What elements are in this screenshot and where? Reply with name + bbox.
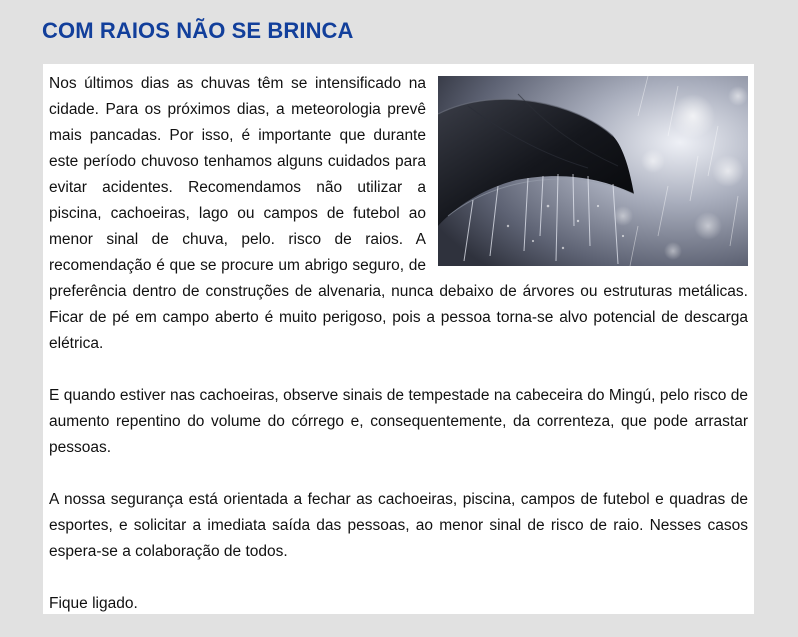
article-title: COM RAIOS NÃO SE BRINCA — [42, 18, 354, 43]
article-body — [49, 71, 748, 617]
paragraph-4: Fique ligado. — [49, 595, 138, 612]
umbrella-rain-photo — [438, 76, 748, 266]
article-panel — [43, 64, 754, 614]
paragraph-3: A nossa segurança está orientada a fechar as cachoeiras, piscina, campos de futebol e quadras de esportes, e solicitar a imediata saída das pessoas, ao menor sinal de risco de raio. Nesses casos espera-se a colaboração de todos. — [49, 491, 748, 560]
paragraph-2: E quando estiver nas cachoeiras, observe sinais de tempestade na cabeceira do Mingú, pelo risco de aumento repentino do volume do córrego e, consequentemente, da correnteza, que pode arrastar pessoas. — [49, 387, 748, 456]
paragraph-1: Nos últimos dias as chuvas têm se intensificado na cidade. Para os próximos dias, a meteorologia prevê mais pancadas. Por isso, é importante que durante este período chuvoso tenhamos alguns cuidados para evitar acidentes. Recomendamos não utilizar a piscina, cachoeiras, lago ou campos de futebol ao menor sinal de chuva, pelo. risco de raios. A recomendação é que se procure um abrigo seguro, de preferência dentro de construções de alvenaria, nunca debaixo de árvores ou estruturas metálicas. Ficar de pé em campo aberto é muito perigoso, pois a pessoa torna-se alvo potencial de descarga elétrica. — [49, 75, 748, 352]
